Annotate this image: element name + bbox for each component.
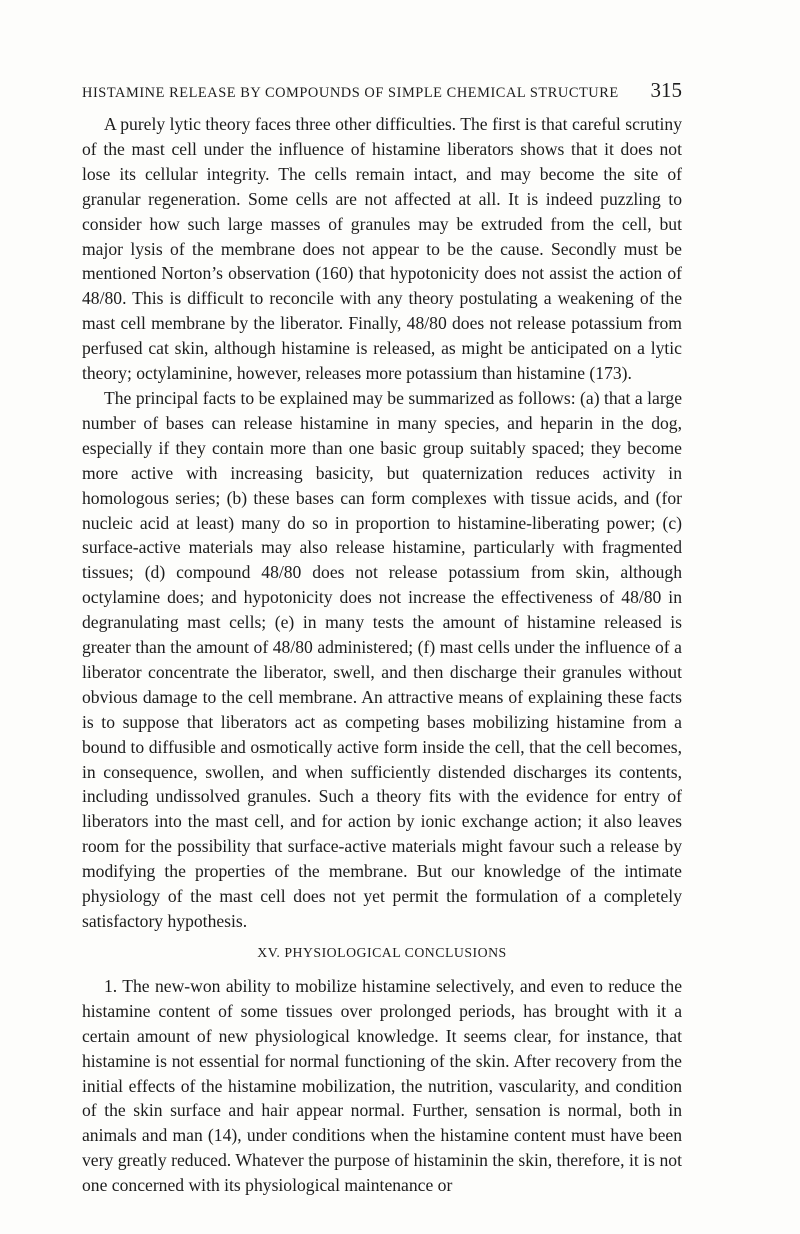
running-header	[82, 78, 682, 112]
running-title: HISTAMINE RELEASE BY COMPOUNDS OF SIMPLE CHEMICAL STRUCTURE	[82, 85, 619, 101]
paragraph-lytic-theory: A purely lytic theory faces three other difficulties. The first is that careful scrutiny of the mast cell under the influence of histamine liberators shows that it does not lose its cellular integrity. The cells remain intact, and may become the site of granular regeneration. Some cells are not affected at all. It is indeed puzzling to consider how such large masses of granules may be extruded from the cell, but major lysis of the membrane does not appear to be the cause. Secondly must be mentioned Norton’s observation (160) that hypotonicity does not assist the action of 48/80. This is difficult to reconcile with any theory postulating a weakening of the mast cell membrane by the liberator. Finally, 48/80 does not release potassium from perfused cat skin, although histamine is released, as might be anticipated on a lytic theory; octylaminine, however, releases more potassium than histamine (173).	[82, 114, 682, 384]
paragraph-principal-facts: The principal facts to be explained may be summarized as follows: (a) that a large number of bases can release histamine in many species, and heparin in the dog, especially if they contain more than one basic group suitably spaced; they become more active with increasing basicity, but quaternization reduces activity in homologous series; (b) these bases can form complexes with tissue acids, and (for nucleic acid at least) many do so in proportion to histamine-liberating power; (c) surface-active materials may also release histamine, particularly with fragmented tissues; (d) compound 48/80 does not release potassium from skin, although octylamine does; and hypotonicity does not increase the effectiveness of 48/80 in degranulating mast cells; (e) in many tests the amount of histamine released is greater than the amount of 48/80 administered; (f) mast cells under the influence of a liberator concentrate the liberator, swell, and then discharge their granules without obvious damage to the cell membrane. An attractive means of explaining these facts is to suppose that liberators act as competing bases mobilizing histamine from a bound to diffusible and osmotically active form inside the cell, that the cell becomes, in consequence, swollen, and when sufficiently distended discharges its contents, including undissolved granules. Such a theory fits with the evidence for entry of liberators into the mast cell, and for action by ionic exchange action; it also leaves room for the possibility that surface-active materials might favour such a release by modifying the properties of the membrane. But our knowledge of the intimate physiology of the mast cell does not yet permit the formulation of a completely satisfactory hypothesis.	[82, 387, 682, 931]
page-number: 315	[650, 78, 682, 102]
book-page	[82, 78, 682, 1198]
section-heading: XV. PHYSIOLOGICAL CONCLUSIONS	[257, 944, 507, 960]
paragraph-physiological-conclusion-1: 1. The new-won ability to mobilize histamine selectively, and even to reduce the histamine content of some tissues over prolonged periods, has brought with it a certain amount of new physiological knowledge. It seems clear, for instance, that histamine is not essential for normal functioning of the skin. After recovery from the initial effects of the histamine mobilization, the nutrition, vascularity, and condition of the skin surface and hair appear normal. Further, sensation is normal, both in animals and man (14), under conditions when the histamine content must have been very greatly reduced. Whatever the purpose of histaminin the skin, therefore, it is not one concerned with its physiological maintenance or	[82, 975, 682, 1196]
